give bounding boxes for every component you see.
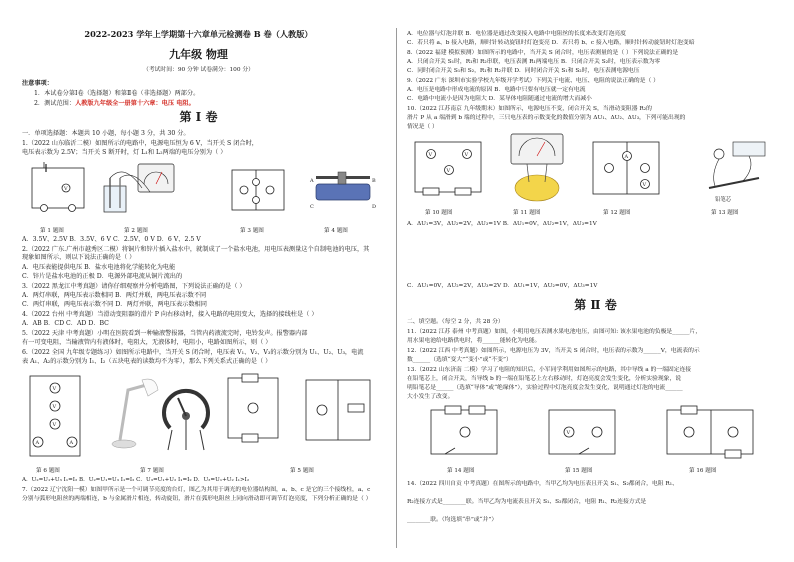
question-8-options: C．同时闭合开关 S₁和 S₂，R₁和 R₂并联 D．同时闭合开关 S₁和 S₂时，电压表测电源电压 — [407, 68, 640, 74]
question-13-line-3: 明铅笔芯是______（选填“导体”或“绝缘体”），实验过程中灯泡亮度会发生变化，说明通过灯泡的电流______ — [407, 385, 683, 391]
svg-text:B: B — [372, 178, 376, 184]
figure-12-circuit — [587, 134, 667, 204]
svg-text:A: A — [624, 154, 629, 160]
question-9-options-1: A．电压是电路中形成电流的原因 B．电路中只要有电压就一定有电流 — [407, 87, 586, 93]
question-10-line-2: 滑片 P 从 a 端滑到 b 端的过程中，三只电压表的示数变化的数值分别为 ΔU₁、ΔU₂、ΔU₃，下列可能出现的 — [407, 115, 686, 121]
figure-16-circuit — [661, 404, 761, 462]
figure-11-fruit-battery — [497, 130, 577, 204]
question-7-line-2: 分别与弧形电阻丝的两端相连，b 与金属滑片相连，转动旋钮，滑片在弧形电阻丝上同向滑动即可调节灯泡亮度，下列分析正确的是（ ） — [22, 496, 372, 502]
figure-10-caption: 第 10 题图 — [425, 210, 453, 216]
figure-15-circuit — [543, 404, 623, 462]
svg-text:V: V — [52, 386, 57, 392]
question-13-line-4: 大小发生了改变。 — [407, 394, 454, 400]
figure-7-caption: 第 7 题图 — [140, 468, 164, 474]
question-12-line-2: 数______（选填“变大”“变小”或“不变”） — [407, 357, 512, 363]
question-14-line-2: R₂连接方式是________联。当甲乙均为电流表且开关 S₁、S₂都闭合，电阻 R₁、R₂连接方式是 — [407, 499, 647, 505]
svg-text:V: V — [446, 168, 451, 174]
figure-14-circuit — [425, 404, 505, 462]
question-12-line-1: 12.（2022 江西 中考真题）如图所示，电源电压为 3V，当开关 S 闭合时，电压表的示数为______V，电流表的示 — [407, 348, 700, 354]
figure-5-caption: 第 5 题图 — [290, 468, 314, 474]
question-13-line-1: 13.（2022 山东济南 二模）学习了电阻的知识后，小军同学利用如图所示的电路，其中导线 a 的一端固定连接 — [407, 367, 692, 373]
question-6-options: A．U₂=U₁+U₃ I₁=I₂ B．U₂=U₁=U₃ I₁=I₂ C．U₃=U₁+U₂ I₁=I₂ D．U₃=U₁+U₂ I₁>I₂ — [22, 477, 250, 483]
notes-item-1: 1．本试卷分第Ⅰ卷（选择题）和第Ⅱ卷（非选择题）两部分。 — [34, 90, 200, 97]
notes-item-2-prefix: 2．测试范围： — [34, 100, 76, 107]
question-10-options-1: A．ΔU₁=3V，ΔU₂=2V，ΔU₃=1V B．ΔU₁=0V，ΔU₂=1V，ΔU₃=1V — [407, 221, 597, 227]
figure-12-caption: 第 12 题图 — [603, 210, 631, 216]
figure-13-caption: 第 13 题图 — [711, 210, 739, 216]
question-7-options-2: C．若只将 a、b 接入电路，顺时针转动旋钮时灯泡变亮 D．若只将 b、c 接入电路，顺时针转动旋钮时灯泡变暗 — [407, 40, 695, 46]
figure-6-circuit — [24, 372, 88, 462]
figure-10-circuit — [409, 134, 489, 202]
exam-meta: （考试时间：90 分钟 试卷满分：100 分） — [143, 67, 254, 73]
figure-1-caption: 第 1 题图 — [40, 228, 64, 234]
fill-in-intro: 二、填空题。（每空 2 分，共 28 分） — [407, 319, 504, 325]
figure-2-salt-battery — [100, 158, 180, 224]
svg-text:A: A — [69, 440, 74, 446]
question-10-options-2: C．ΔU₁=0V，ΔU₂=2V，ΔU₃=2V D．ΔU₁=1V，ΔU₂=0V，ΔU₃=1V — [407, 283, 598, 289]
figure-4-rheostat — [308, 170, 378, 214]
figure-6-caption: 第 6 题图 — [36, 468, 60, 474]
question-11-line-1: 11.（2022 江苏 泰州 中考真题）如图，小明用电压表测水果电池电压，由图可知: 该水果电池的负极是______片， — [407, 329, 702, 335]
figure-2-caption: 第 2 题图 — [124, 228, 148, 234]
svg-text:V: V — [52, 422, 57, 428]
figure-13-pencil-circuit — [679, 138, 779, 202]
question-5-line-1: 5.（2022 天津 中考真题）小明在医院看到一种输液警报器，当管内药液流完时，电铃发声。报警器内部 — [22, 330, 308, 337]
question-4-text: 4.（2022 台州 中考真题）当滑动变阻器的滑片 P 向右移动时，接入电路的电阻变大，选择的接线柱是（ ） — [22, 311, 318, 318]
svg-text:V: V — [464, 152, 469, 158]
exam-title: 2022-2023 学年上学期第十六章单元检测卷 B 卷（人教版） — [84, 29, 313, 39]
svg-text:V: V — [52, 404, 57, 410]
figure-11-caption: 第 11 题图 — [513, 210, 541, 216]
figure-5-alarm-circuit — [222, 370, 286, 450]
question-2-text: 2.（2022 广东.广州市越秀区二模）将铜片和锌片插入盐水中，就制成了一个盐水电池，用电压表测量这个自制电池的电压，其现象如图所示，则以下说法正确的是（ ） — [22, 246, 370, 261]
question-2-options-2: C．锌片是盐水电池的正极 D．电源外部电流从铜片流出的 — [22, 273, 183, 280]
section-1-intro: 一．单项选择题：本题共 10 小题，每小题 3 分，共 30 分。 — [22, 130, 190, 137]
figure-4-caption: 第 4 题图 — [324, 228, 348, 234]
question-6-line-1: 6.（2022 全国 九年级专题练习）如图所示电路中，当开关 S 闭合时，电压表 V₁、V₂、V₃的示数分别为 U₁、U₂、U₃，电流 — [22, 349, 364, 356]
svg-text:V: V — [642, 182, 647, 188]
question-10-line-1: 10.（2022 江苏南京 九年级期末）如图所示，电源电压不变，闭合开关 S，当滑动变阻器 R₂的 — [407, 106, 652, 112]
svg-text:V: V — [428, 152, 433, 158]
question-8-line-1: 8.（2022 福建 模拟预测）如图所示的电路中，当开关 S 闭合时，电压表测量的是（ ）下列说法正确的是 — [407, 50, 679, 56]
svg-text:A: A — [35, 440, 40, 446]
notes-item-2 — [34, 100, 195, 108]
figure-14-caption: 第 14 题图 — [447, 468, 475, 474]
subject-title: 九年级 物理 — [169, 48, 228, 61]
question-11-line-2: 用水果电池给电路供电时，将______能转化为电能。 — [407, 338, 541, 344]
question-1-line-1: 1.（2022 山东临沂二模）如图所示的电路中，电源电压恒为 6 V，当开关 S 闭合时， — [22, 140, 258, 147]
question-2-options-1: A．电压表能提供电压 B．盐水电池将化学能转化为电能 — [22, 264, 176, 271]
section-1-title: 第 Ⅰ 卷 — [179, 110, 218, 124]
figure-15-caption: 第 15 题图 — [565, 468, 593, 474]
question-8-line-2: A．只闭合开关 S₁时，R₁和 R₂串联，电压表测 R₁两端电压 B．只闭合开关 S₂时，电压表示数为零 — [407, 59, 661, 65]
question-1-options: A．3.5V、2.5V B．3.5V、6 V C．2.5V、0 V D．6 V、2.5 V — [22, 236, 201, 243]
question-5-line-2: 有一可变电阻，当输液管内有液体时，电阻大，无液体时，电阻小，电路如图所示，则（ ） — [22, 339, 272, 346]
question-3-text: 3.（2022 黑龙江中考真题）请你仔细观察并分析电路图，下列说法正确的是（ ） — [22, 283, 246, 290]
section-2-title: 第 Ⅱ 卷 — [574, 298, 617, 312]
question-3-options-1: A．两灯串联，两电压表示数相同 B．两灯并联，两电压表示数不同 — [22, 292, 207, 299]
column-divider — [396, 28, 397, 548]
test-scope: 人教版九年级全一册第十六章：电压 电阻。 — [75, 100, 195, 107]
question-7-options-1: A．电位器与灯泡并联 B．电位器是通过改变接入电路中电阻丝的长度来改变灯泡亮度 — [407, 31, 626, 37]
figure-1-circuit — [26, 160, 90, 220]
question-6-line-2: 表 A₁、A₂的示数分别为 I₁、I₂（五块电表的读数均不为零），那么下列关系式正确的是（ ） — [22, 358, 272, 365]
question-4-options: A．AB B．CD C．AD D．BC — [22, 320, 109, 327]
question-10-line-3: 情况是（ ） — [407, 124, 438, 130]
notes-label: 注意事项： — [22, 80, 53, 87]
figure-5-alarm-circuit-alt — [300, 372, 378, 452]
question-9-options-2: C．电路中电流小是因为电阻大 D．某导体电阻随通过电流的增大而减小 — [407, 96, 592, 102]
figure-7-lamp-potentiometer — [100, 370, 210, 460]
svg-text:V: V — [566, 430, 571, 436]
question-14-line-1: 14.（2022 四川自贡 中考真题）在图所示的电路中，当甲乙均为电压表且开关 S₁、S₂都闭合，电阻 R₁、 — [407, 481, 678, 487]
question-3-options-2: C．两灯串联，两电压表示数不同 D．两灯并联，两电压表示数相同 — [22, 301, 207, 308]
question-13-line-2: 在铅笔芯上，闭合开关，当导线 b 的一端在铅笔芯上左右移动时，灯泡亮度会发生变化，分析实验现象，说 — [407, 376, 682, 382]
question-14-line-3: ________联。（均选填“串”或“并”） — [407, 517, 498, 523]
svg-text:V: V — [64, 186, 68, 192]
figure-3-circuit — [226, 160, 290, 220]
question-7-line-1: 7.（2022 辽宁沈阳一模）如图甲所示是一个可调节亮度的台灯，图乙为其用于调光的电位器结构图，a、b、c 是它的三个接线柱，a、c — [22, 487, 371, 493]
pencil-lead-label: 铅笔芯 — [715, 197, 732, 203]
question-9-text: 9.（2022 广东 深圳市实验学校九年级开学考试）下列关于电流、电压、电阻的说法正确的是（ ） — [407, 78, 659, 84]
svg-text:D: D — [372, 204, 377, 210]
figure-16-caption: 第 16 题图 — [689, 468, 717, 474]
svg-text:C: C — [310, 204, 314, 210]
question-1-line-2: 电压表示数为 2.5V；当开关 S 断开时，灯 L₁和 L₂两端的电压分别为（ ） — [22, 149, 227, 156]
figure-3-caption: 第 3 题图 — [240, 228, 264, 234]
svg-text:A: A — [310, 178, 314, 184]
